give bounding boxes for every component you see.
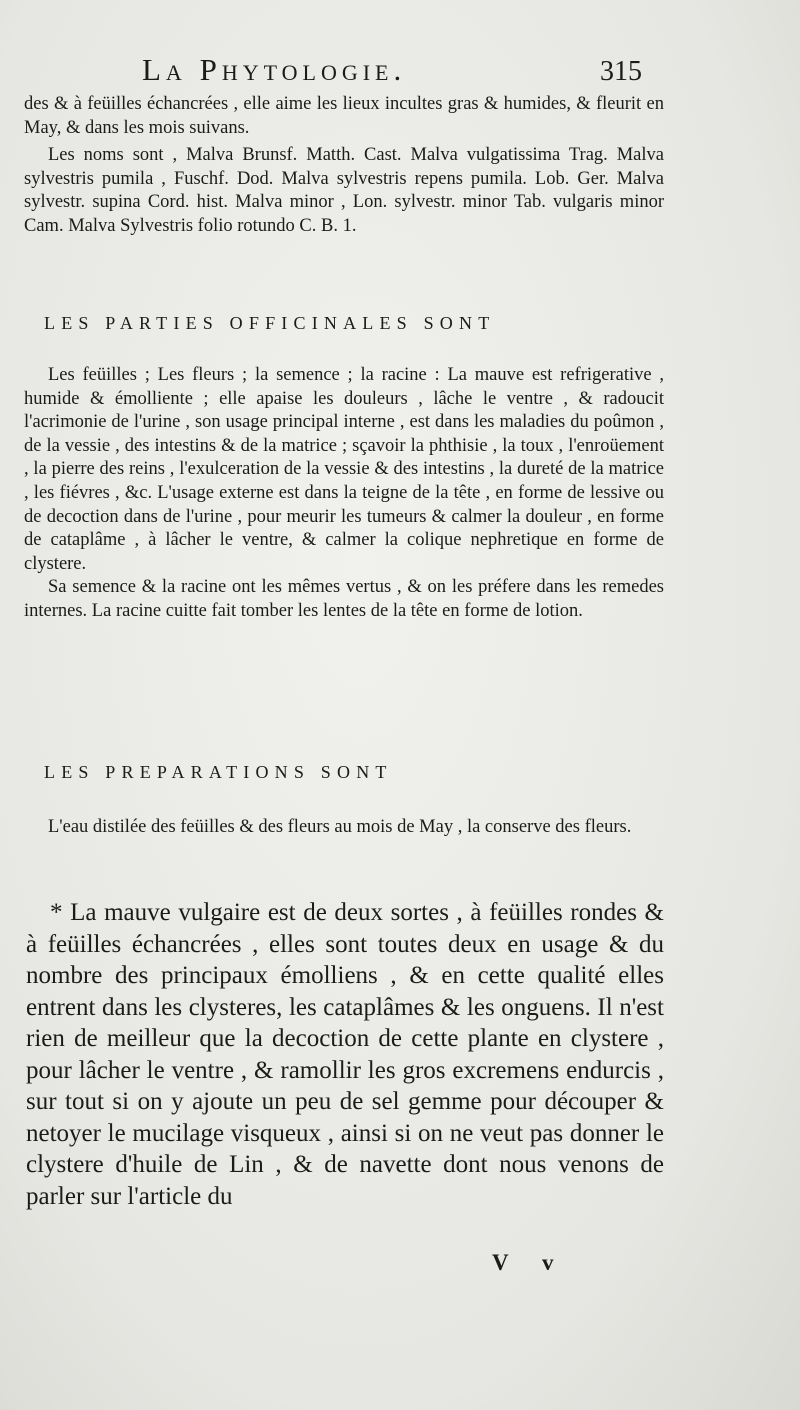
running-title: La Phytologie. bbox=[142, 52, 407, 87]
parties-paragraph-2: Sa semence & la racine ont les mêmes vertus , & on les préfere dans les remedes internes. La racine cuitte fait tomber les lentes de la tête en forme de lotion. bbox=[24, 577, 664, 621]
preparations-paragraph: L'eau distilée des feüilles & des fleurs au mois de May , la conserve des fleurs. bbox=[48, 817, 632, 837]
page-header bbox=[0, 52, 800, 94]
preparations-text bbox=[24, 816, 664, 840]
page-number: 315 bbox=[600, 56, 642, 87]
intro-text bbox=[24, 93, 664, 140]
signature-mark: V v bbox=[492, 1250, 568, 1275]
intro-paragraph: des & à feüilles échancrées , elle aime les lieux incultes gras & humides, & fleurit en May, & dans les mois suivans. bbox=[24, 94, 664, 138]
commentary-paragraph: * La mauve vulgaire est de deux sortes , à feüilles rondes & à feüilles échancrées , elles sont toutes deux en usage & du nombre des principaux émolliens , & en cette qualité elles entrent dans les clysteres, les cataplâmes & les onguens. Il n'est rien de meilleur que la decoction de cette plante en clystere , pour lâcher le ventre , & ramollir les gros excremens endurcis , sur tout si on y ajoute un peu de sel gemme pour découper & netoyer le mucilage visqueux , ainsi si on ne veut pas donner le clystere d'huile de Lin , & de navette dont nous venons de parler sur l'article du bbox=[26, 899, 664, 1210]
parties-paragraph-1: Les feüilles ; Les fleurs ; la semence ; la racine : La mauve est refrigerative , humide & émolliente ; elle apaise les douleurs , lâche le ventre , & radoucit l'acrimonie de l'urine , son usage principal interne , est dans les maladies du poûmon , de la vessie , des intestins & de la matrice ; sçavoir la phthisie , la toux , l'enroüement , la pierre des reins , l'exulceration de la vessie & des intestins , la dureté de la matrice , les fiévres , &c. L'usage externe est dans la teigne de la tête , en forme de lessive ou de decoction dans de l'urine , pour meurir les tumeurs & calmer la douleur , en forme de cataplâme , à lâcher le ventre, & calmer la colique nephretique en forme de clystere. bbox=[24, 365, 664, 574]
heading-preparations: LES PREPARATIONS SONT bbox=[44, 762, 393, 782]
heading-parties-officinales: LES PARTIES OFFICINALES SONT bbox=[44, 313, 496, 333]
names-text bbox=[24, 144, 664, 238]
names-paragraph: Les noms sont , Malva Brunsf. Matth. Cast. Malva vulgatissima Trag. Malva sylvestris pumila , Fuschf. Dod. Malva sylvestris repens pumila. Lob. Ger. Malva sylvestr. supina Cord. hist. Malva minor , Lon. sylvestr. minor Tab. vulgaris minor Cam. Malva Sylvestris folio rotundo C. B. 1. bbox=[24, 145, 664, 236]
commentary-text bbox=[26, 897, 664, 1212]
parties-text bbox=[24, 364, 664, 624]
